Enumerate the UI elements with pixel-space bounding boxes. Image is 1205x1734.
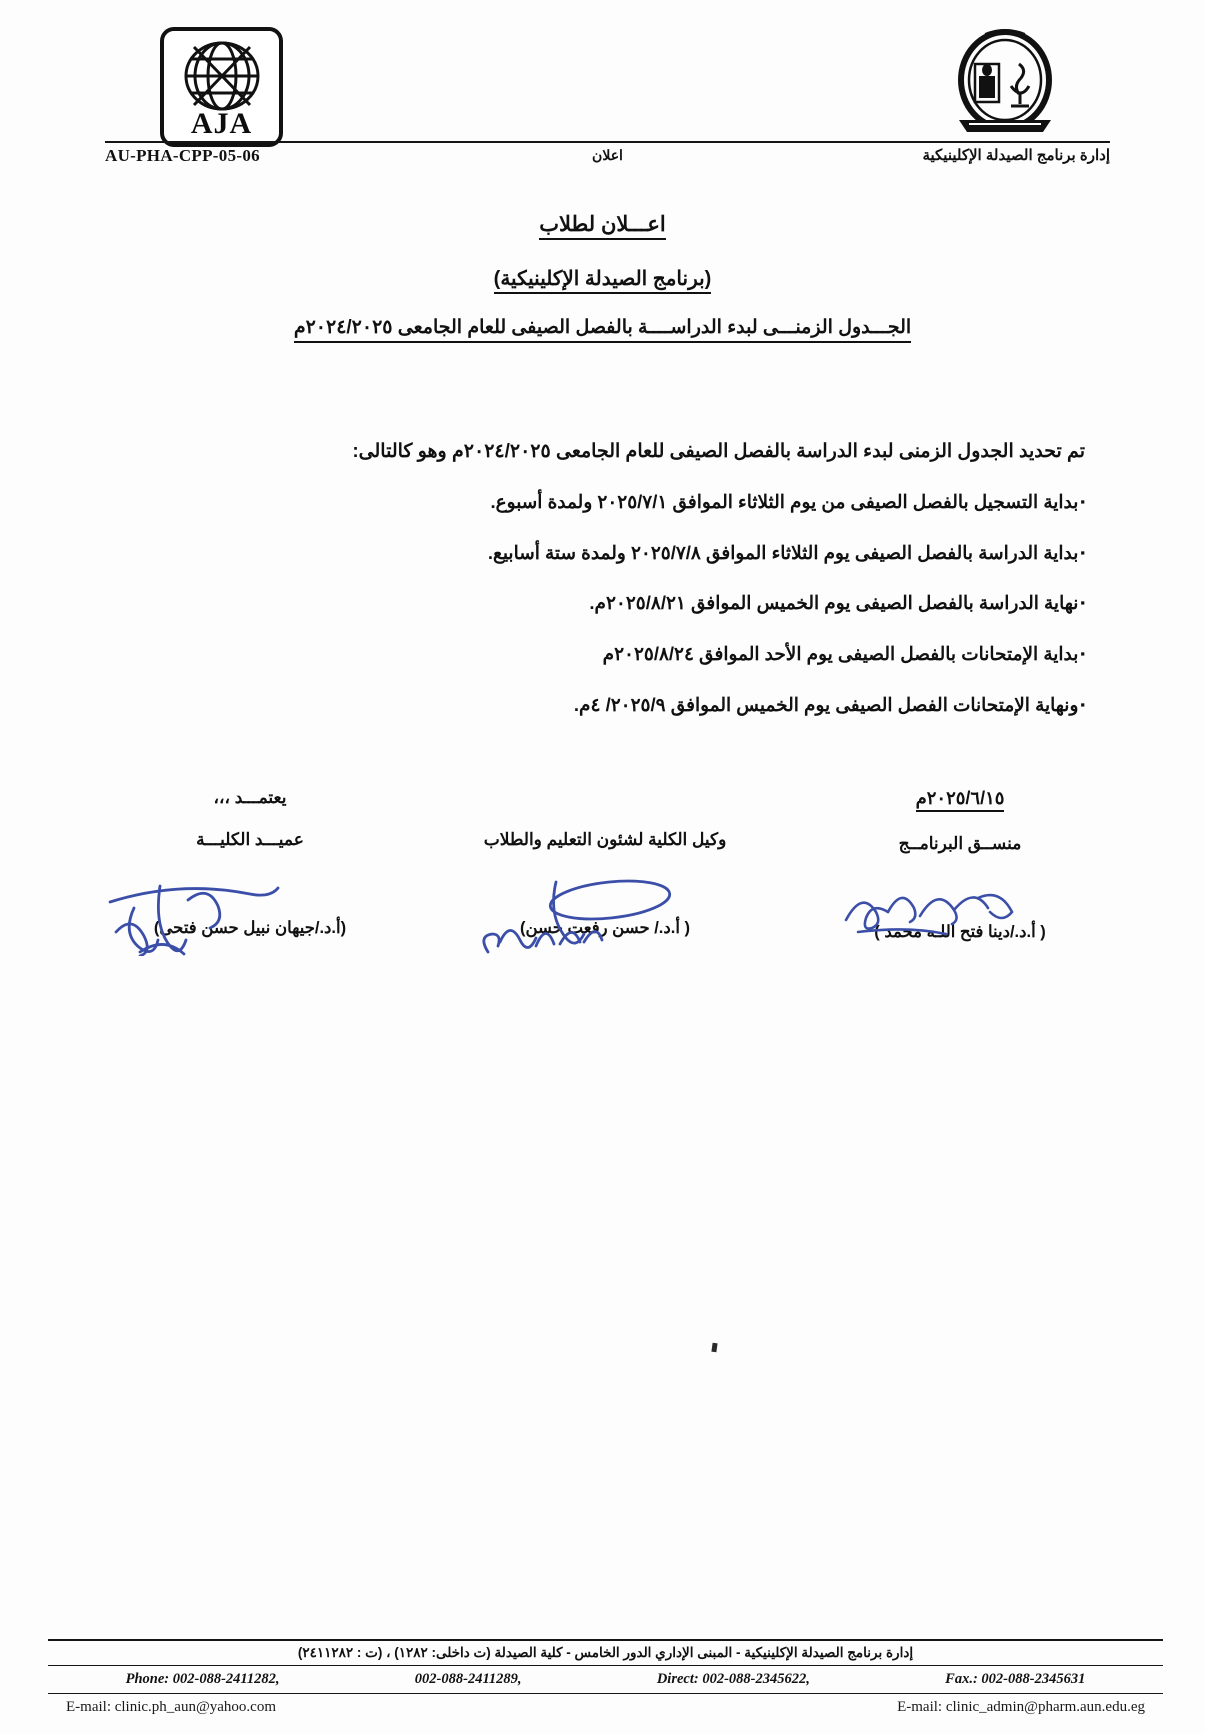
list-item-text: ونهاية الإمتحانات الفصل الصيفى يوم الخميس الموافق ٢٠٢٥/٩/ ٤م. <box>573 693 1079 715</box>
footer-phone-2: 002-088-2411289, <box>414 1671 522 1687</box>
bullet-square-icon: ▪ <box>1080 494 1085 509</box>
signature-role-dean: عميـــد الكليـــة <box>196 830 304 849</box>
signature-block-coordinator <box>810 788 1110 942</box>
stray-ink-mark <box>711 1343 717 1353</box>
signature-role-coordinator: منســق البرنامــج <box>898 834 1022 853</box>
schedule-heading-text: الجـــدول الزمنـــى لبدء الدراســــة بالفصل الصيفى للعام الجامعى ٢٠٢٤/٢٠٢٥م <box>294 317 911 343</box>
page-title <box>0 212 1205 237</box>
list-item <box>120 691 1085 720</box>
signature-role-vice-dean: وكيل الكلية لشئون التعليم والطلاب <box>483 830 727 849</box>
page-title-text: اعـــلان لطلاب <box>539 213 666 240</box>
program-subtitle-text: (برنامج الصيدلة الإكلينيكية) <box>494 268 712 294</box>
signature-area <box>100 788 1110 958</box>
header-center-label: اعلان <box>592 147 623 163</box>
footer-fax: Fax.: 002-088-2345631 <box>945 1671 1086 1687</box>
approval-label: يعتمـــد ،،، <box>213 788 287 807</box>
list-item <box>120 589 1085 618</box>
bullet-square-icon: ▪ <box>1080 595 1085 611</box>
list-item-text: بداية الدراسة بالفصل الصيفى يوم الثلاثاء الموافق ٢٠٢٥/٧/٨ ولمدة ستة أسابيع. <box>487 541 1079 563</box>
bullet-square-icon: ▪ <box>1080 544 1085 560</box>
footer-contacts <box>48 1666 1163 1693</box>
header-document-code: AU-PHA-CPP-05-06 <box>105 146 260 165</box>
footer-email-left: E-mail: clinic.ph_aun@yahoo.com <box>66 1699 277 1715</box>
signature-block-dean <box>100 788 400 938</box>
intro-paragraph: تم تحديد الجدول الزمنى لبدء الدراسة بالفصل الصيفى للعام الجامعى ٢٠٢٤/٢٠٢٥م وهو كالتالى: <box>352 441 1085 462</box>
bullet-square-icon: ▪ <box>1080 646 1085 662</box>
footer-email-right: E-mail: clinic_admin@pharm.aun.edu.eg <box>897 1699 1145 1715</box>
aja-logo-text: AJA <box>190 107 253 140</box>
footer-address: إدارة برنامج الصيدلة الإكلينيكية - المبنى الإداري الدور الخامس - كلية الصيدلة (ت داخلى: ١٢٨٢) ، (ت : ٢٤١١٢٨٢) <box>297 1645 914 1660</box>
signature-date: ٢٠٢٥/٦/١٥م <box>916 788 1005 812</box>
schedule-bullet-list <box>120 488 1085 741</box>
footer-phone-1: Phone: 002-088-2411282, <box>125 1671 280 1687</box>
aja-logo <box>160 27 283 147</box>
signature-name-coordinator: ( أ.د./دينا فتح اللـه محمد ) <box>874 923 1046 941</box>
signature-block-vice-dean <box>440 788 770 938</box>
signature-name-vice-dean: ( أ.د./ حسن رفعت حسن) <box>520 919 690 937</box>
list-item-text: بداية الإمتحانات بالفصل الصيفى يوم الأحد الموافق ٢٠٢٥/٨/٢٤م <box>602 643 1079 665</box>
assiut-university-pharmacy-seal <box>945 24 1065 142</box>
document-header <box>105 22 1110 142</box>
header-divider <box>105 141 1110 143</box>
footer-direct: Direct: 002-088-2345622, <box>656 1671 810 1687</box>
handwritten-signature-vice-dean <box>460 866 720 962</box>
list-item <box>120 539 1085 568</box>
schedule-heading <box>0 316 1205 339</box>
list-item-text: نهاية الدراسة بالفصل الصيفى يوم الخميس الموافق ٢٠٢٥/٨/٢١م. <box>589 592 1079 614</box>
header-info-row <box>105 146 1110 172</box>
list-item <box>120 488 1085 517</box>
list-item-text: بداية التسجيل بالفصل الصيفى من يوم الثلاثاء الموافق ٢٠٢٥/٧/١ ولمدة أسبوع. <box>490 491 1079 512</box>
list-item <box>120 640 1085 669</box>
bullet-square-icon: ▪ <box>1080 696 1085 712</box>
document-footer <box>48 1639 1163 1716</box>
footer-emails <box>48 1694 1163 1716</box>
handwritten-signature-dean <box>100 856 350 956</box>
header-department: إدارة برنامج الصيدلة الإكلينيكية <box>922 147 1110 164</box>
globe-icon <box>176 37 268 115</box>
program-subtitle <box>0 266 1205 291</box>
signature-name-dean: (أ.د./جيهان نبيل حسن فتحى) <box>153 919 347 937</box>
